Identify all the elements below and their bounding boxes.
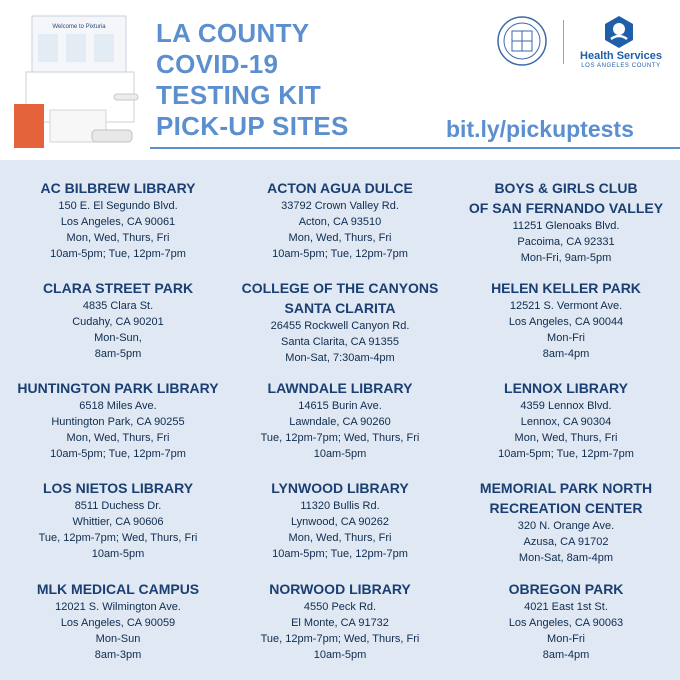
logo-subtitle: LOS ANGELES COUNTY xyxy=(581,63,661,69)
site-detail: 320 N. Orange Ave. xyxy=(517,520,615,532)
health-services-logo-icon xyxy=(602,15,636,49)
site-name: BOYS & GIRLS CLUB xyxy=(494,180,638,196)
site-card xyxy=(230,178,450,262)
site-detail: Tue, 12pm-7pm; Wed, Thurs, Fri xyxy=(260,633,420,645)
site-detail: 4359 Lennox Blvd. xyxy=(520,400,612,412)
site-detail: Pacoima, CA 92331 xyxy=(517,236,615,248)
site-detail: El Monte, CA 91732 xyxy=(291,617,389,629)
site-card xyxy=(230,378,450,462)
site-name: CLARA STREET PARK xyxy=(42,280,194,296)
site-name: SANTA CLARITA xyxy=(284,300,396,316)
site-detail: Mon-Fri xyxy=(547,332,585,344)
site-detail: 4021 East 1st St. xyxy=(524,601,608,613)
site-detail: Cudahy, CA 90201 xyxy=(72,316,164,328)
site-name: LOS NIETOS LIBRARY xyxy=(42,480,194,496)
site-name: MLK MEDICAL CAMPUS xyxy=(36,581,200,597)
site-detail: Mon, Wed, Thurs, Fri xyxy=(66,232,170,244)
site-detail: Los Angeles, CA 90059 xyxy=(60,617,176,629)
site-detail: 14615 Burin Ave. xyxy=(298,400,382,412)
site-detail: Acton, CA 93510 xyxy=(298,216,382,228)
site-detail: Mon-Sun, xyxy=(94,332,142,344)
site-detail: Mon, Wed, Thurs, Fri xyxy=(288,532,392,544)
site-name: LENNOX LIBRARY xyxy=(504,380,628,396)
site-detail: 10am-5pm xyxy=(91,548,145,560)
site-card xyxy=(456,378,676,462)
title-line: LA COUNTY xyxy=(156,18,310,48)
site-card xyxy=(230,478,450,562)
site-detail: 33792 Crown Valley Rd. xyxy=(281,200,399,212)
site-detail: 4835 Clara St. xyxy=(82,300,154,312)
site-detail: Mon, Wed, Thurs, Fri xyxy=(514,432,618,444)
site-detail: 4550 Peck Rd. xyxy=(303,601,377,613)
site-detail: 11320 Bullis Rd. xyxy=(300,500,380,512)
kit-box-text: Welcome to Pixturia xyxy=(52,24,106,30)
site-detail: Lynwood, CA 90262 xyxy=(290,516,390,528)
page-title xyxy=(156,18,349,142)
site-detail: Tue, 12pm-7pm; Wed, Thurs, Fri xyxy=(38,532,198,544)
site-detail: Mon-Sat, 8am-4pm xyxy=(518,552,614,564)
site-detail: 10am-5pm; Tue, 12pm-7pm xyxy=(498,448,634,460)
site-detail: 12021 S. Wilmington Ave. xyxy=(55,601,181,613)
site-card xyxy=(456,278,676,362)
site-detail: Mon-Fri, 9am-5pm xyxy=(520,252,612,264)
site-detail: Los Angeles, CA 90044 xyxy=(508,316,624,328)
site-detail: Mon, Wed, Thurs, Fri xyxy=(288,232,392,244)
site-detail: 12521 S. Vermont Ave. xyxy=(509,300,623,312)
site-name: HUNTINGTON PARK LIBRARY xyxy=(17,380,219,396)
site-name: ACTON AGUA DULCE xyxy=(267,180,413,196)
site-detail: 8511 Duchess Dr. xyxy=(74,500,162,512)
site-detail: 150 E. El Segundo Blvd. xyxy=(58,200,178,212)
site-name: OF SAN FERNANDO VALLEY xyxy=(468,200,664,216)
site-detail: Azusa, CA 91702 xyxy=(523,536,609,548)
pickup-url[interactable]: bit.ly/pickuptests xyxy=(446,116,634,142)
site-detail: 8am-4pm xyxy=(542,649,590,661)
site-name: AC BILBREW LIBRARY xyxy=(40,180,196,196)
site-detail: 10am-5pm; Tue, 12pm-7pm xyxy=(272,248,408,260)
site-card xyxy=(230,579,450,663)
site-detail: Tue, 12pm-7pm; Wed, Thurs, Fri xyxy=(260,432,420,444)
site-card xyxy=(456,178,676,266)
site-name: OBREGON PARK xyxy=(508,581,624,597)
site-detail: Mon, Wed, Thurs, Fri xyxy=(66,432,170,444)
site-name: LYNWOOD LIBRARY xyxy=(271,480,409,496)
site-card xyxy=(230,278,450,366)
site-detail: 6518 Miles Ave. xyxy=(79,400,157,412)
site-detail: 11251 Glenoaks Blvd. xyxy=(512,220,620,232)
site-name: HELEN KELLER PARK xyxy=(491,280,641,296)
site-name: MEMORIAL PARK NORTH xyxy=(479,480,653,496)
site-card xyxy=(8,278,228,362)
title-line: TESTING KIT xyxy=(156,80,322,110)
logo-divider xyxy=(563,20,564,64)
site-detail: Whittier, CA 90606 xyxy=(72,516,164,528)
site-card xyxy=(8,478,228,562)
site-detail: 8am-4pm xyxy=(542,348,590,360)
site-detail: 8am-5pm xyxy=(94,348,142,360)
site-name: LAWNDALE LIBRARY xyxy=(267,380,413,396)
site-detail: Los Angeles, CA 90061 xyxy=(60,216,176,228)
site-detail: 10am-5pm xyxy=(313,649,367,661)
site-detail: Los Angeles, CA 90063 xyxy=(508,617,624,629)
site-detail: Santa Clarita, CA 91355 xyxy=(280,336,400,348)
site-name: RECREATION CENTER xyxy=(489,500,643,516)
testing-kit-image xyxy=(14,12,144,154)
title-line: COVID-19 xyxy=(156,49,279,79)
logo-name: Health Services xyxy=(580,50,662,62)
title-line: PICK-UP SITES xyxy=(156,111,349,141)
site-card xyxy=(8,178,228,262)
site-detail: 10am-5pm; Tue, 12pm-7pm xyxy=(50,448,186,460)
site-detail: 10am-5pm; Tue, 12pm-7pm xyxy=(272,548,408,560)
header xyxy=(0,0,680,160)
site-card xyxy=(8,579,228,663)
site-detail: Huntington Park, CA 90255 xyxy=(51,416,185,428)
site-detail: 26455 Rockwell Canyon Rd. xyxy=(270,320,410,332)
site-detail: Mon-Sat, 7:30am-4pm xyxy=(285,352,395,364)
site-detail: Mon-Sun xyxy=(95,633,141,645)
site-card xyxy=(8,378,228,462)
site-card xyxy=(456,478,676,566)
site-detail: 10am-5pm xyxy=(313,448,367,460)
site-detail: 10am-5pm; Tue, 12pm-7pm xyxy=(50,248,186,260)
site-name: NORWOOD LIBRARY xyxy=(269,581,411,597)
site-detail: Lennox, CA 90304 xyxy=(520,416,612,428)
site-detail: Lawndale, CA 90260 xyxy=(289,416,391,428)
site-detail: 8am-3pm xyxy=(94,649,142,661)
site-name: COLLEGE OF THE CANYONS xyxy=(241,280,439,296)
site-detail: Mon-Fri xyxy=(547,633,585,645)
site-card xyxy=(456,579,676,663)
header-rule xyxy=(150,147,680,149)
county-seal-icon xyxy=(497,16,547,66)
